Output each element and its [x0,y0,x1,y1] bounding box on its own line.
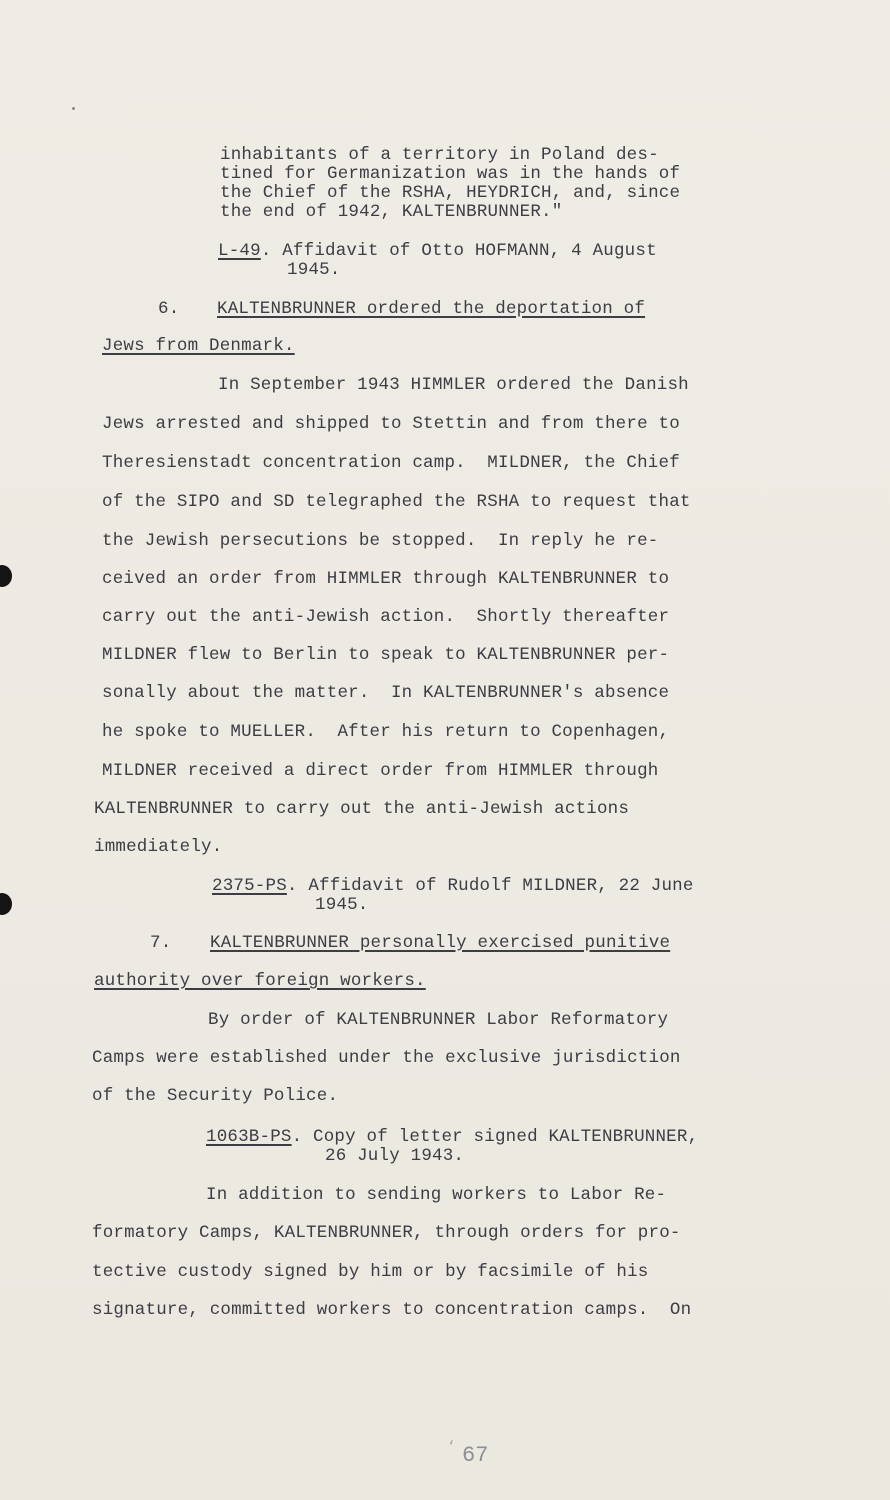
citation-2-text: . Affidavit of Rudolf MILDNER, 22 June [286,876,694,896]
citation-3-ref: 1063B-PS [206,1127,292,1147]
body-line: immediately. [94,837,223,857]
citation-2-date: 1945. [315,895,369,915]
body-line: In addition to sending workers to Labor Re- [206,1185,667,1205]
body-line: tective custody signed by him or by facsimile of his [92,1262,649,1282]
citation-1-ref: L-49 [218,241,261,261]
quote-line: the end of 1942, KALTENBRUNNER." [220,202,563,222]
body-line: Theresienstadt concentration camp. MILDNER, the Chief [102,453,680,473]
body-line: KALTENBRUNNER to carry out the anti-Jewish actions [94,799,630,819]
body-line: of the SIPO and SD telegraphed the RSHA to request that [102,492,691,512]
body-line: By order of KALTENBRUNNER Labor Reformatory [208,1010,669,1030]
body-line: In September 1943 HIMMLER ordered the Danish [218,375,689,395]
quote-line: inhabitants of a territory in Poland des- [220,145,659,165]
body-line: the Jewish persecutions be stopped. In reply he re- [102,531,659,551]
page-number-mark: ‘ [447,1439,456,1455]
section-7-heading-cont: authority over foreign workers. [94,971,426,991]
body-line: signature, committed workers to concentration camps. On [92,1300,692,1320]
section-7-number: 7. [150,933,172,953]
body-line: formatory Camps, KALTENBRUNNER, through orders for pro- [92,1223,681,1243]
citation-3-text: . Copy of letter signed KALTENBRUNNER, [291,1127,699,1147]
punch-hole-top [0,565,12,587]
body-line: he spoke to MUELLER. After his return to Copenhagen, [102,722,670,742]
section-7-heading: KALTENBRUNNER personally exercised punitive [210,933,671,953]
quote-line: the Chief of the RSHA, HEYDRICH, and, since [220,183,681,203]
citation-2 [212,876,694,896]
citation-2-ref: 2375-PS [212,876,287,896]
citation-3-date: 26 July 1943. [325,1146,465,1166]
body-line: MILDNER flew to Berlin to speak to KALTENBRUNNER per- [102,645,670,665]
citation-1-text: . Affidavit of Otto HOFMANN, 4 August [260,241,657,261]
body-line: ceived an order from HIMMLER through KALTENBRUNNER to [102,569,670,589]
punch-hole-bottom [0,893,12,915]
body-line: sonally about the matter. In KALTENBRUNNER's absence [102,683,670,703]
section-6-heading: KALTENBRUNNER ordered the deportation of [217,299,646,319]
body-line: Camps were established under the exclusive jurisdiction [92,1048,681,1068]
body-line: of the Security Police. [92,1086,339,1106]
quote-line: tined for Germanization was in the hands of [220,164,681,184]
citation-1-date: 1945. [287,260,341,280]
section-6-heading-cont: Jews from Denmark. [102,336,295,356]
section-6-number: 6. [158,299,180,319]
paper-speck [72,107,75,110]
page-number: 67 [462,1443,489,1468]
body-line: Jews arrested and shipped to Stettin and from there to [102,414,680,434]
body-line: MILDNER received a direct order from HIMMLER through [102,761,659,781]
body-line: carry out the anti-Jewish action. Shortly thereafter [102,607,670,627]
citation-1 [218,241,657,261]
citation-3 [206,1127,698,1147]
